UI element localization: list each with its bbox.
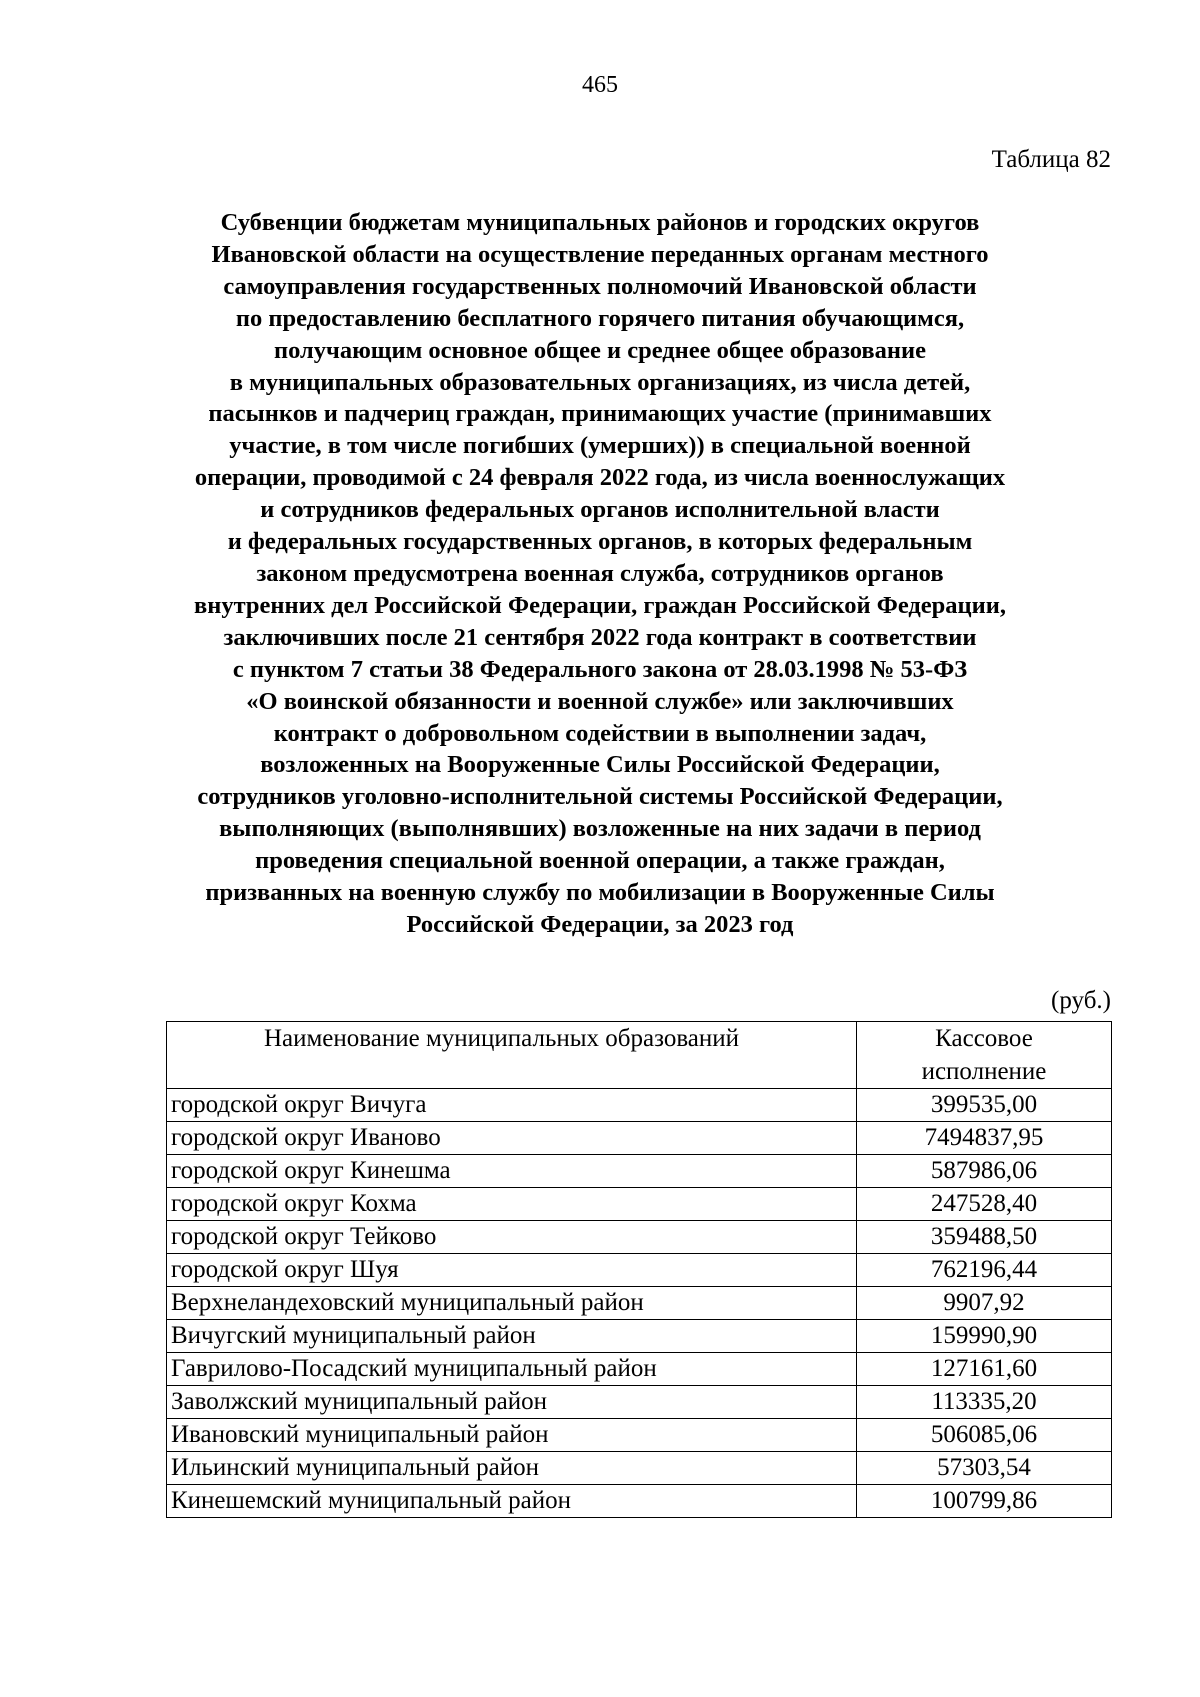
title-line: с пунктом 7 статьи 38 Федерального закона от 28.03.1998 № 53-ФЗ [232,655,968,683]
title-line: пасынков и падчериц граждан, принимающих участие (принимавших [208,400,992,428]
row-name: Гаврилово-Посадский муниципальный район [167,1353,857,1386]
title-line: и сотрудников федеральных органов исполнительной власти [260,496,940,524]
row-value: 587986,06 [857,1155,1112,1188]
row-value: 113335,20 [857,1386,1112,1419]
row-value: 159990,90 [857,1320,1112,1353]
title-line: проведения специальной военной операции, а также граждан, [255,847,945,875]
row-name: Ивановский муниципальный район [167,1419,857,1452]
table-row [167,1221,1112,1254]
table-row [167,1452,1112,1485]
title-line: Ивановской области на осуществление переданных органам местного [211,240,989,268]
row-value: 57303,54 [857,1452,1112,1485]
page-number: 465 [582,72,618,98]
title-line: «О воинской обязанности и военной службе» или заключивших [246,687,954,715]
unit-label: (руб.) [1051,987,1111,1014]
row-value: 7494837,95 [857,1122,1112,1155]
title-line: и федеральных государственных органов, в которых федеральным [227,528,973,556]
row-name: городской округ Кохма [167,1188,857,1221]
table-row [167,1188,1112,1221]
row-value: 247528,40 [857,1188,1112,1221]
title-line: получающим основное общее и среднее общее образование [273,336,926,364]
title-line: внутренних дел Российской Федерации, граждан Российской Федерации, [194,591,1006,619]
row-value: 9907,92 [857,1287,1112,1320]
table-header-row [167,1022,1112,1089]
title-line: по предоставлению бесплатного горячего питания обучающимся, [235,304,965,332]
row-value: 399535,00 [857,1089,1112,1122]
header-name: Наименование муниципальных образований [167,1022,857,1089]
title-line: заключивших после 21 сентября 2022 года контракт в соответствии [223,623,977,651]
row-value: 506085,06 [857,1419,1112,1452]
table-row [167,1089,1112,1122]
table-row [167,1254,1112,1287]
header-value-line1: Кассовое [935,1025,1033,1052]
row-name: городской округ Кинешма [167,1155,857,1188]
table-row [167,1320,1112,1353]
title-line: участие, в том числе погибших (умерших)) в специальной военной [229,432,971,460]
table-row [167,1419,1112,1452]
row-name: Верхнеландеховский муниципальный район [167,1287,857,1320]
row-name: городской округ Тейково [167,1221,857,1254]
row-name: городской округ Иваново [167,1122,857,1155]
title-line: призванных на военную службу по мобилизации в Вооруженные Силы [205,879,995,907]
table-row [167,1287,1112,1320]
title-line: Российской Федерации, за 2023 год [406,910,794,938]
header-value [857,1022,1112,1089]
row-name: Заволжский муниципальный район [167,1386,857,1419]
title-line: сотрудников уголовно-исполнительной системы Российской Федерации, [197,783,1003,811]
header-value-line2: исполнение [921,1058,1047,1085]
table-row [167,1386,1112,1419]
row-value: 127161,60 [857,1353,1112,1386]
table-row [167,1122,1112,1155]
table-label: Таблица 82 [991,146,1111,173]
row-name: Вичугский муниципальный район [167,1320,857,1353]
title-line: возложенных на Вооруженные Силы Российской Федерации, [260,751,940,779]
title-line: операции, проводимой с 24 февраля 2022 года, из числа военнослужащих [194,464,1006,492]
table-row [167,1485,1112,1518]
document-title [150,207,1050,941]
row-value: 359488,50 [857,1221,1112,1254]
title-line: в муниципальных образовательных организациях, из числа детей, [229,368,971,396]
row-name: Ильинский муниципальный район [167,1452,857,1485]
title-line: Субвенции бюджетам муниципальных районов и городских округов [220,209,980,236]
row-value: 100799,86 [857,1485,1112,1518]
title-line: законом предусмотрена военная служба, сотрудников органов [256,559,944,587]
title-line: выполняющих (выполнявших) возложенные на них задачи в период [219,815,981,843]
title-line: контракт о добровольном содействии в выполнении задач, [273,719,927,747]
row-value: 762196,44 [857,1254,1112,1287]
subventions-table [166,1021,1112,1518]
table-row [167,1155,1112,1188]
row-name: Кинешемский муниципальный район [167,1485,857,1518]
row-name: городской округ Шуя [167,1254,857,1287]
table-row [167,1353,1112,1386]
row-name: городской округ Вичуга [167,1089,857,1122]
title-line: самоуправления государственных полномочий Ивановской области [223,272,977,300]
